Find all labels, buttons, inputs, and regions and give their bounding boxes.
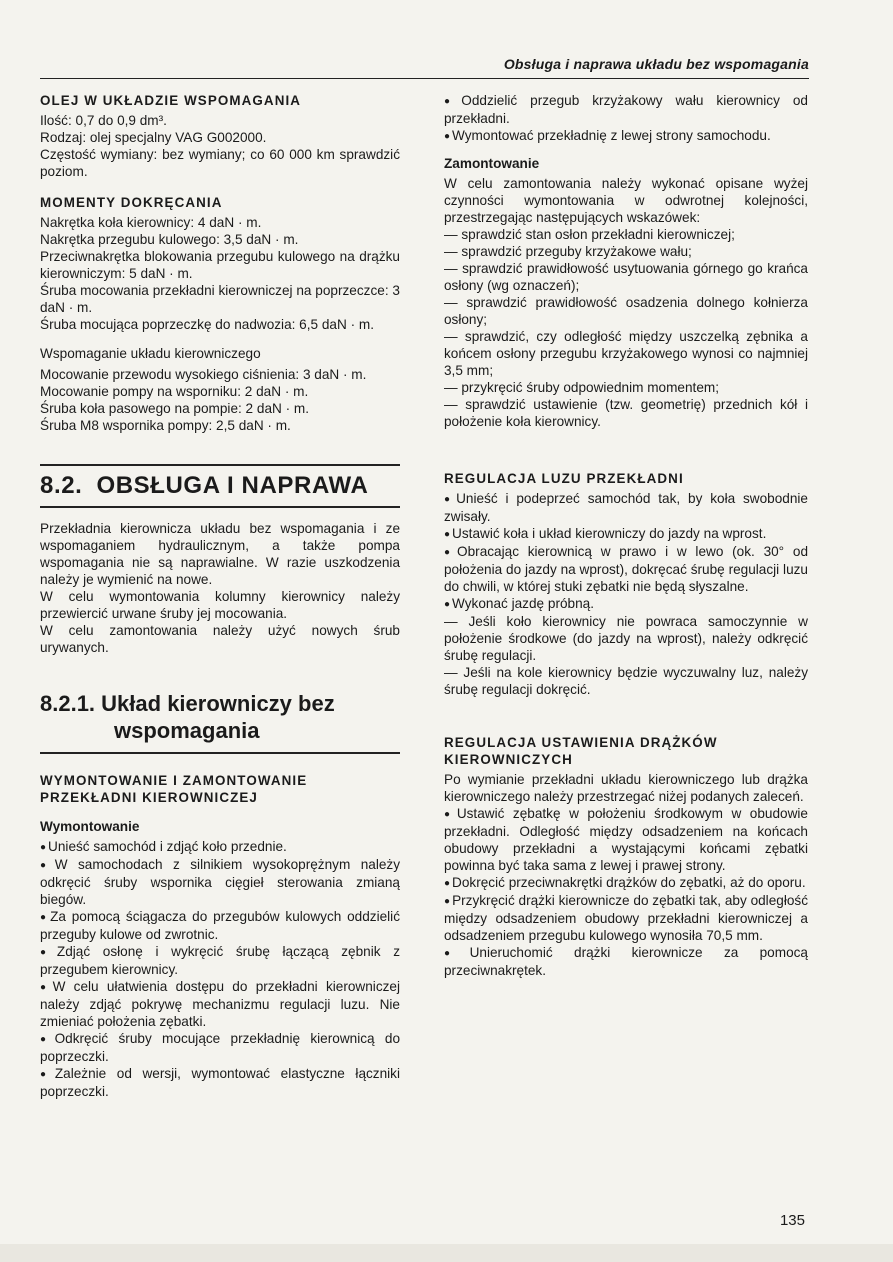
removal-heading: WYMONTOWANIE I ZAMONTOWANIE PRZEKŁADNI KIEROWNICZEJ [40,773,308,805]
torque-line: Mocowanie pompy na wsporniku: 2 daN · m. [40,384,309,399]
oil-line: Rodzaj: olej specjalny VAG G002000. [40,130,267,145]
list-item: ● Ustawić koła i układ kierowniczy do jazdy na wprost. [444,525,808,543]
list-item: — przykręcić śruby odpowiednim momentem; [444,380,719,395]
install-heading: Zamontowanie [444,156,540,171]
torques-heading: MOMENTY DOKRĘCANIA [40,195,223,210]
backlash-heading: REGULACJA LUZU PRZEKŁADNI [444,471,684,486]
section-title [40,464,400,508]
list-item: ● Zależnie od wersji, wymontować elastyczne łączniki poprzeczki. [40,1065,400,1100]
list-item: ● Zdjąć osłonę i wykręcić śrubę łączącą zębnik z przegubem kierownicy. [40,943,400,978]
list-item: ● Odkręcić śruby mocujące przekładnię kierownicą do poprzeczki. [40,1030,400,1065]
running-header: Obsługa i naprawa układu bez wspomagania [503,56,809,72]
bottom-margin-band [0,1244,893,1262]
list-item: ● Dokręcić przeciwnakrętki drążków do zębatki, aż do oporu. [444,874,808,892]
torque-line: Przeciwnakrętka blokowania przegubu kulowego na drążku kierowniczym: 5 daN · m. [40,249,400,281]
oil-line: Ilość: 0,7 do 0,9 dm³. [40,113,167,128]
oil-line: Częstość wymiany: bez wymiany; co 60 000 km sprawdzić poziom. [40,147,400,179]
torque-line: Mocowanie przewodu wysokiego ciśnienia: 3 daN · m. [40,367,367,382]
torque-line: Śruba mocująca poprzeczkę do nadwozia: 6,5 daN · m. [40,317,374,332]
list-item: ● Wykonać jazdę próbną. [444,595,808,613]
list-item: ● Unieruchomić drążki kierownicze za pomocą przeciwnakrętek. [444,944,808,979]
list-item: ● Oddzielić przegub krzyżakowy wału kierownicy od przekładni. [444,92,808,127]
removal-subheading: Wymontowanie [40,819,140,834]
list-item: — sprawdzić, czy odległość między uszczelką zębnika a końcem osłony przegubu krzyżakowego wynosi co najmniej 3,5 mm; [444,329,808,378]
list-item: ● Obracając kierownicą w prawo i w lewo (ok. 30° od położenia do jazdy na wprost), dokręcać śrubę regulacji luzu do chwili, w której stuki zębatki nie będą słyszalne. [444,543,808,595]
torque-line: Śruba M8 wspornika pompy: 2,5 daN · m. [40,418,291,433]
subsection-title-line1: Układ kierowniczy bez [101,691,335,716]
note-item: — Jeśli na kole kierownicy będzie wyczuwalny luz, należy śrubę regulacji dokręcić. [444,665,808,697]
list-item: — sprawdzić ustawienie (tzw. geometrię) przednich kół i położenie koła kierownicy. [444,397,808,429]
right-column [444,92,808,979]
list-item: ● Wymontować przekładnię z lewej strony samochodu. [444,127,808,145]
section-paragraph: W celu zamontowania należy użyć nowych śrub urywanych. [40,623,400,655]
torque-line: Nakrętka koła kierownicy: 4 daN · m. [40,215,262,230]
list-item: ● W celu ułatwienia dostępu do przekładni kierowniczej należy zdjąć pokrywę mechanizmu regulacji luzu. Nie zmieniać położenia zębatki. [40,978,400,1030]
oil-heading: OLEJ W UKŁADZIE WSPOMAGANIA [40,93,302,108]
torque-line: Nakrętka przegubu kulowego: 3,5 daN · m. [40,232,299,247]
list-item: ● Unieść samochód i zdjąć koło przednie. [40,838,400,856]
section-number: 8.2. [40,472,83,499]
list-item: ● Za pomocą ściągacza do przegubów kulowych oddzielić przeguby kulowe od zwrotnic. [40,908,400,943]
torque-line: Śruba mocowania przekładni kierowniczej na poprzeczce: 3 daN · m. [40,283,400,315]
subsection-number: 8.2.1. [40,691,96,716]
subsection-title-line2: wspomagania [114,718,260,743]
section-paragraph: Przekładnia kierownicza układu bez wspomagania i ze wspomaganiem hydraulicznym, a także pompa wspomagania nie są naprawialne. W razie uszkodzenia należy je wymienić na nowe. [40,521,400,587]
page-number: 135 [779,1212,805,1229]
note-item: — Jeśli koło kierownicy nie powraca samoczynnie w położenie środkowe (do jazdy na wprost), należy odkręcić śrubę regulacji. [444,614,808,663]
list-item: — sprawdzić stan osłon przekładni kierowniczej; [444,227,735,242]
header-rule [40,78,809,79]
subsection-title [40,690,400,754]
list-item: — sprawdzić przeguby krzyżakowe wału; [444,244,692,259]
list-item: — sprawdzić prawidłowość osadzenia dolnego kołnierza osłony; [444,295,808,327]
list-item: ● Ustawić zębatkę w położeniu środkowym w obudowie przekładni. Odległość między odsadzeniem na końcach obudowy przekładni a wystającymi końcami zębatki powinna być taka sama z lewej i prawej strony. [444,805,808,874]
tierods-heading: REGULACJA USTAWIENIA DRĄŻKÓW KIEROWNICZYCH [444,735,718,767]
list-item: — sprawdzić prawidłowość usytuowania górnego go krańca osłony (wg oznaczeń); [444,261,808,293]
list-item: ● Unieść i podeprzeć samochód tak, by koła swobodnie zwisały. [444,490,808,525]
torque-line: Śruba koła pasowego na pompie: 2 daN · m. [40,401,310,416]
install-intro: W celu zamontowania należy wykonać opisane wyżej czynności wymontowania w odwrotnej kolejności, przestrzegając następujących wskazówek: [444,176,808,225]
left-column [40,92,400,1100]
section-title-text: OBSŁUGA I NAPRAWA [96,472,369,499]
power-steering-subheading: Wspomaganie układu kierowniczego [40,346,261,361]
section-paragraph: W celu wymontowania kolumny kierownicy należy przewiercić urwane śruby jej mocowania. [40,589,400,621]
list-item: ● W samochodach z silnikiem wysokoprężnym należy odkręcić śruby wspornika cięgieł sterowania zmianą biegów. [40,856,400,908]
tierods-intro: Po wymianie przekładni układu kierowniczego lub drążka kierowniczego należy przestrzegać niżej podanych zaleceń. [444,772,808,804]
list-item: ● Przykręcić drążki kierownicze do zębatki tak, aby odległość między odsadzeniem obudowy przekładni kierowniczej a odsadzeniem przegubu kulowego wynosiła 70,5 mm. [444,892,808,944]
